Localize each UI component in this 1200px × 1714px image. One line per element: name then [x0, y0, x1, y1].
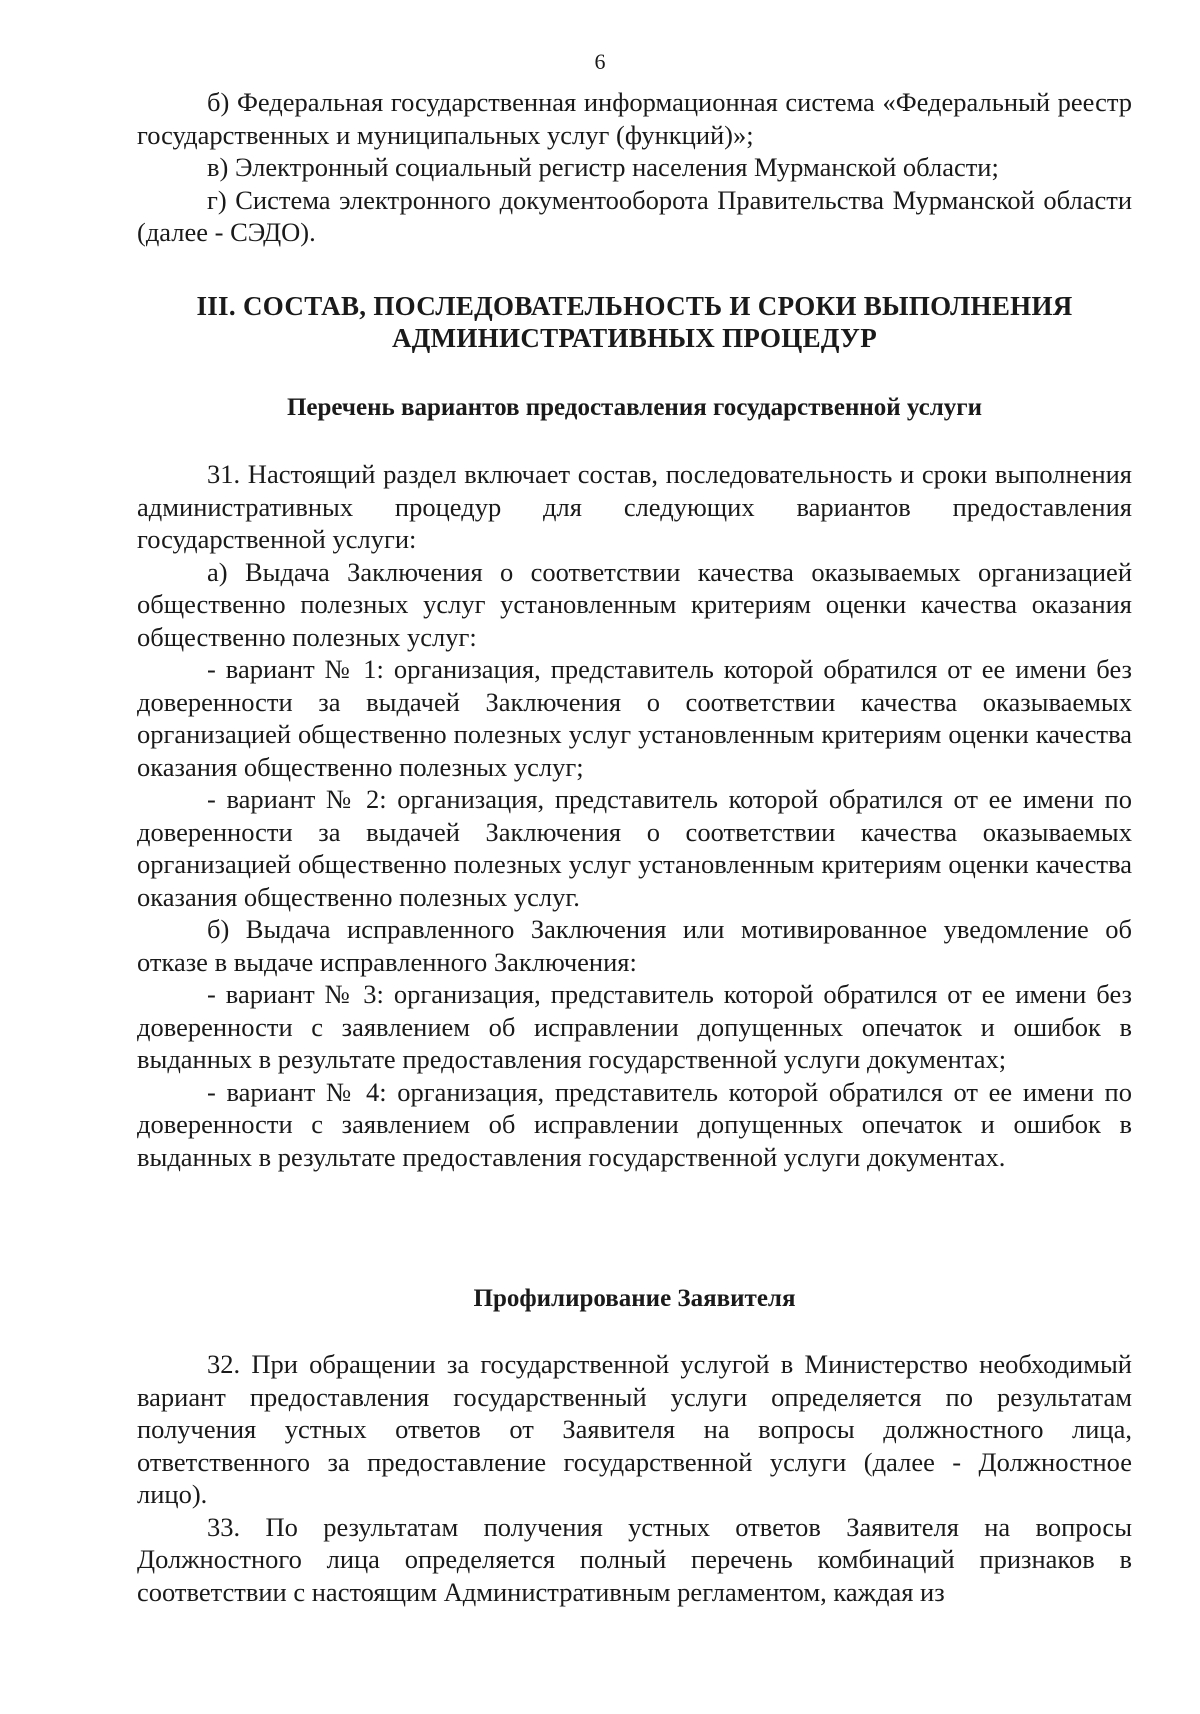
paragraph-31-intro: 31. Настоящий раздел включает состав, последовательность и сроки выполнения административных процедур для следующих вариантов предоставления государственной услуги:: [137, 459, 1132, 554]
variant-1: - вариант № 1: организация, представитель которой обратился от ее имени без доверенности за выдачей Заключения о соответствии качества оказываемых организацией общественно полезных услуг установленным критериям оценки качества оказания общественно полезных услуг;: [137, 654, 1132, 782]
subheading-profiling-block: [137, 1284, 1132, 1314]
subheading-profiling: Профилирование Заявителя: [473, 1285, 796, 1312]
page-number: 6: [594, 49, 606, 74]
section-heading-line1: III. СОСТАВ, ПОСЛЕДОВАТЕЛЬНОСТЬ И СРОКИ ВЫПОЛНЕНИЯ: [196, 291, 1073, 321]
paragraph-32: 32. При обращении за государственной услугой в Министерство необходимый вариант предоставления государственный услуги определяется по результатам получения устных ответов от Заявителя на вопросы должностного лица, ответственного за предоставление государственной услуги (далее - Должностное лицо).: [137, 1349, 1132, 1509]
paragraph-31: [137, 458, 1132, 1173]
variant-3: - вариант № 3: организация, представитель которой обратился от ее имени без доверенности с заявлением об исправлении допущенных опечаток и ошибок в выданных в результате предоставления государственной услуги документах;: [137, 979, 1132, 1074]
subheading-variants-block: [137, 393, 1132, 423]
variant-4: - вариант № 4: организация, представитель которой обратился от ее имени по доверенности с заявлением об исправлении допущенных опечаток и ошибок в выданных в результате предоставления государственной услуги документах.: [137, 1076, 1132, 1172]
paragraph-33: 33. По результатам получения устных ответов Заявителя на вопросы Должностного лица определяется полный перечень комбинаций признаков в соответствии с настоящим Административным регламентом, каждая из: [137, 1511, 1132, 1607]
list-item-v: в) Электронный социальный регистр населения Мурманской области;: [207, 152, 999, 182]
paragraphs-32-33: [137, 1348, 1132, 1608]
list-item-g: г) Система электронного документооборота Правительства Мурманской области (далее - СЭДО).: [137, 184, 1132, 247]
list-item-b: б) Федеральная государственная информационная система «Федеральный реестр государственных и муниципальных услуг (функций)»;: [137, 87, 1132, 150]
paragraph-31-a: а) Выдача Заключения о соответствии качества оказываемых организацией общественно полезных услуг установленным критериям оценки качества оказания общественно полезных услуг:: [137, 556, 1132, 652]
paragraph-31-b: б) Выдача исправленного Заключения или мотивированное уведомление об отказе в выдаче исправленного Заключения:: [137, 914, 1132, 977]
section-heading-line2: АДМИНИСТРАТИВНЫХ ПРОЦЕДУР: [391, 323, 878, 353]
subheading-variants: Перечень вариантов предоставления государственной услуги: [286, 394, 983, 421]
section-heading: [137, 290, 1132, 354]
top-list: [137, 86, 1132, 249]
variant-2: - вариант № 2: организация, представитель которой обратился от ее имени по доверенности за выдачей Заключения о соответствии качества оказываемых организацией общественно полезных услуг установленным критериям оценки качества оказания общественно полезных услуг.: [137, 784, 1132, 912]
